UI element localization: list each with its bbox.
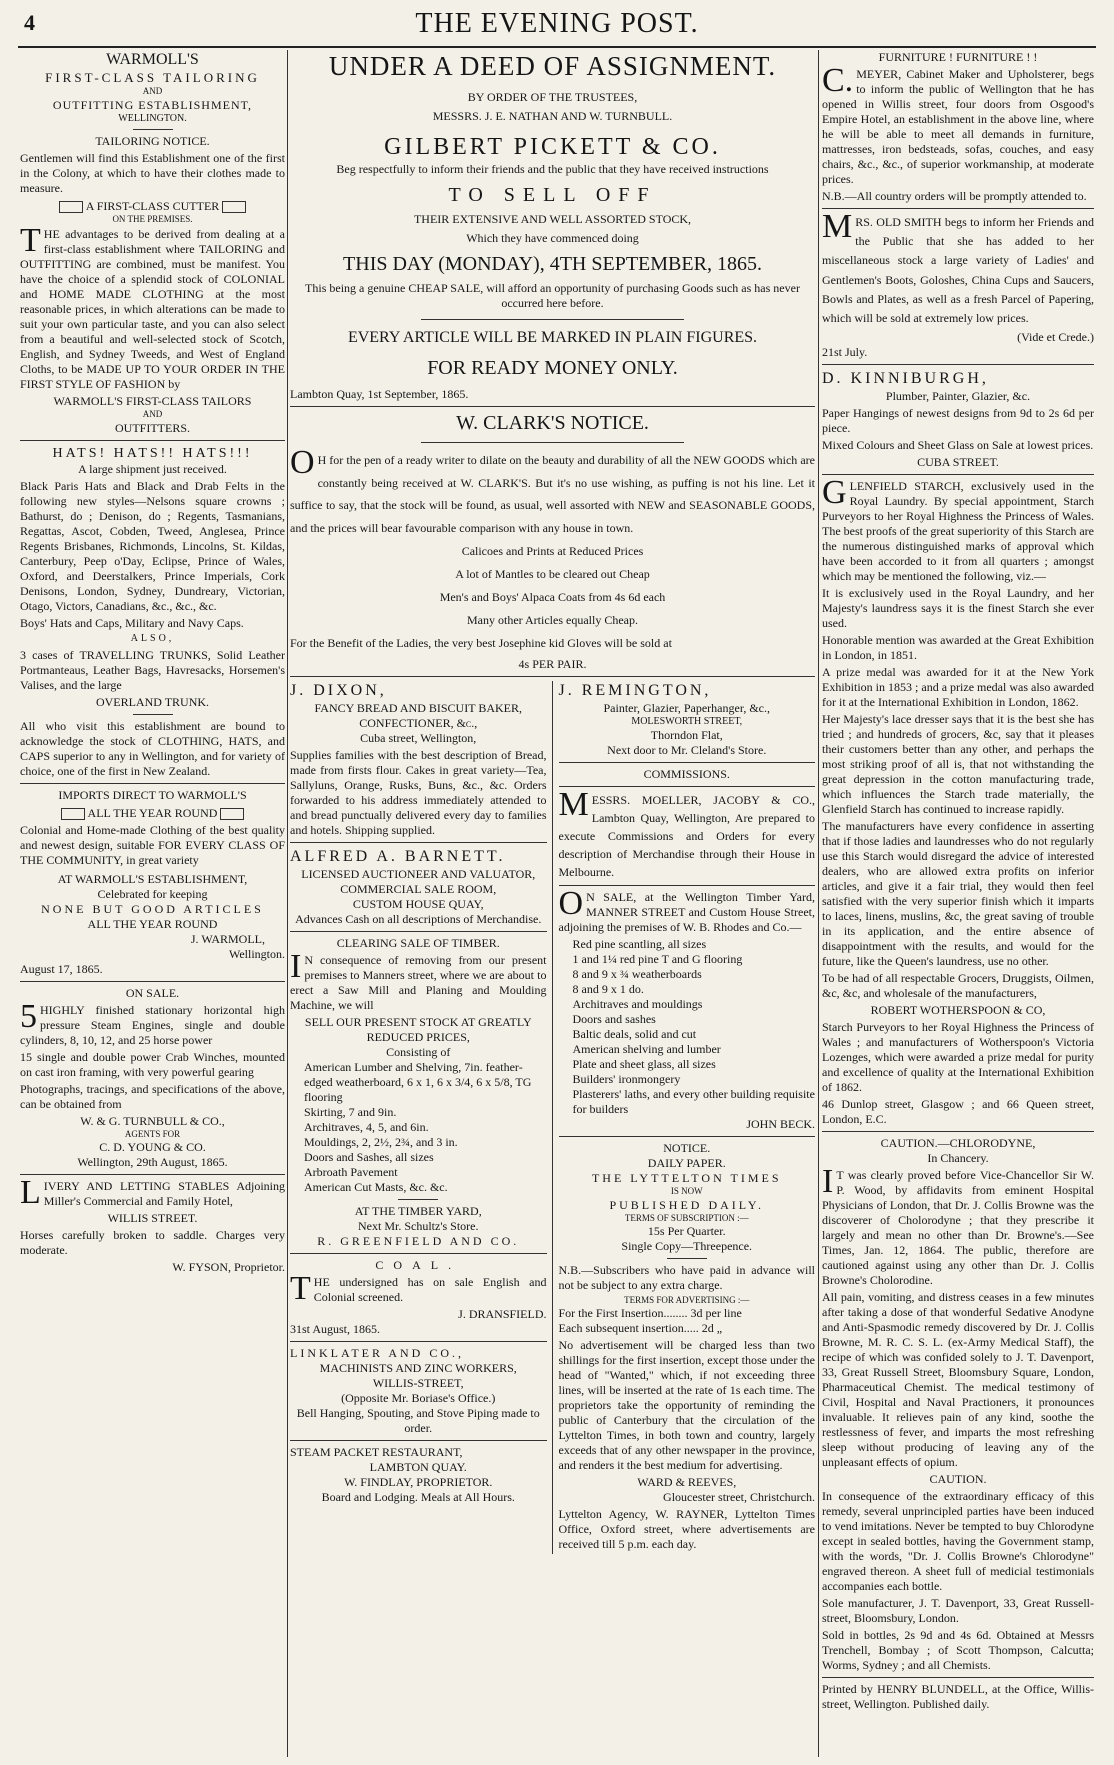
imports-heading: IMPORTS DIRECT TO WARMOLL'S [58, 787, 247, 802]
furniture-heading: FURNITURE ! FURNITURE ! ! [878, 50, 1038, 64]
kinniburgh-line-2: Mixed Colours and Sheet Glass on Sale at lowest prices. [822, 438, 1094, 453]
warmoll-and: AND [142, 86, 163, 97]
clark-heading: W. CLARK'S NOTICE. [456, 411, 649, 434]
divider [20, 1174, 285, 1175]
clearing-consisting: Consisting of [386, 1044, 451, 1059]
chlorodyne-sub: In Chancery. [927, 1151, 989, 1166]
pointing-hand-icon [222, 201, 246, 213]
onsale-body-2: 15 single and double power Crab Winches, mounted on cast iron framing, with very powerful gearing [20, 1049, 285, 1079]
deed-genuine: This being a genuine CHEAP SALE, will afford an opportunity of purchasing Goods such as has never occurred here before. [305, 280, 800, 310]
clearing-item: Doors and Sashes, all sizes [304, 1149, 434, 1164]
divider [822, 474, 1094, 475]
dixon-heading: J. DIXON, [290, 681, 387, 699]
lyttelton-quarter: 15s Per Quarter. [647, 1223, 726, 1238]
lyttelton-rate-1: For the First Insertion........ 3d per line [558, 1306, 742, 1321]
divider [133, 714, 173, 715]
middle-subcolumn-left [290, 681, 553, 1554]
column-left [20, 50, 285, 1757]
lyttelton-single: Single Copy—Threepence. [621, 1238, 753, 1253]
deed-order: BY ORDER OF THE TRUSTEES, [467, 89, 638, 104]
divider [20, 440, 285, 441]
barnett-quay: CUSTOM HOUSE QUAY, [352, 896, 484, 911]
warmoll-footer-1: WARMOLL'S FIRST-CLASS TAILORS [53, 394, 252, 409]
clearing-item: Skirting, 7 and 9in. [304, 1104, 397, 1119]
clearing-item: Arbroath Pavement [304, 1164, 398, 1179]
linklater-trade: MACHINISTS AND ZINC WORKERS, [319, 1360, 517, 1375]
clearing-next: Next Mr. Schultz's Store. [358, 1218, 479, 1233]
divider [559, 1136, 816, 1137]
steam-quay: LAMBTON QUAY. [369, 1459, 467, 1474]
timber-item: 1 and 1¼ red pine T and G flooring [572, 952, 743, 967]
livery-street: WILLIS STREET. [107, 1210, 198, 1225]
deed-sell: TO SELL OFF [448, 183, 657, 206]
warmoll-place: WELLINGTON. [118, 112, 187, 124]
coal-date: 31st August, 1865. [290, 1321, 381, 1336]
divider [20, 981, 285, 982]
steam-board: Board and Lodging. Meals at All Hours. [321, 1489, 515, 1504]
agents-for: AGENTS FOR [124, 1128, 181, 1139]
smith-body: MRS. OLD SMITH begs to inform her Friends and the Public that she has added to her miscellaneous stock a large variety of Ladies' and Gentlemen's Boots, Goloshes, China Cups and Saucers, Bowls and Plates, as well as a fresh Parcel of Papering, which will be sold at extremely low prices. [822, 208, 1094, 325]
coal-heading: COAL. [375, 1257, 462, 1272]
divider [290, 1440, 547, 1441]
commissions-body: MESSRS. MOELLER, JACOBY & CO., Lambton Quay, Wellington, Are prepared to execute Commissions and Orders for every description of Merchandise through their House in Melbourne. [558, 786, 815, 880]
furniture-nb: N.B.—All country orders will be promptly attended to. [822, 189, 1087, 203]
glenfield-p6: To be had of all respectable Grocers, Druggists, Oilmen, &c, &c, and wholesale of the manufacturers, [822, 971, 1094, 1001]
clearing-item: Mouldings, 2, 2½, 2¾, and 3 in. [304, 1134, 458, 1149]
timber-sale-ad [558, 885, 816, 1132]
kinniburgh-street: CUBA STREET. [917, 455, 999, 470]
hats-sub: A large shipment just received. [78, 462, 227, 476]
dixon-ad [290, 681, 547, 838]
linklater-street: WILLIS-STREET, [372, 1375, 464, 1390]
timber-item: Plasterers' laths, and every other building requisite for builders [572, 1087, 815, 1117]
chlorodyne-heading: CAUTION.—CHLORODYNE, [880, 1136, 1036, 1151]
clearing-yard: AT THE TIMBER YARD, [354, 1203, 482, 1218]
remington-heading: J. REMINGTON, [558, 681, 712, 699]
timber-item: Baltic deals, solid and cut [572, 1027, 697, 1042]
lyttelton-terms: TERMS OF SUBSCRIPTION :— [624, 1212, 749, 1223]
lyttelton-nb: N.B.—Subscribers who have paid in advance will not be subject to any extra charge. [558, 1262, 815, 1292]
chlorodyne-p1: IT was clearly proved before Vice-Chancellor Sir W. P. Wood, by affidavits from eminent Hospital Physicians of London, that Dr. J. Collis Browne was the discoverer of Cholorodyne ; that they prescribe it largely and mean no other than Dr. Browne's.—See Times, Jan. 12, 1864. The public, therefore are cautioned against using any other than Dr. J. Collis Browne's Cholorodine. [822, 1163, 1094, 1288]
deed-heading: UNDER A DEED OF ASSIGNMENT. [328, 51, 777, 81]
deed-messrs: MESSRS. J. E. NATHAN AND W. TURNBULL. [432, 108, 673, 123]
deed-commenced: Which they have commenced doing [466, 230, 639, 245]
pointing-hand-icon [220, 808, 244, 820]
livery-body: LIVERY AND LETTING STABLES Adjoining Miller's Commercial and Family Hotel, [20, 1173, 285, 1211]
overland-trunk: OVERLAND TRUNK. [95, 694, 210, 709]
commissions-heading: COMMISSIONS. [643, 767, 730, 782]
remington-street: MOLESWORTH STREET, [631, 715, 743, 727]
smith-ad [822, 208, 1094, 360]
clark-ad [290, 411, 815, 672]
clearing-body: IN consequence of removing from our present premises to Manners street, where we are about to erect a Saw Mill and Planing and Moulding Machine, we will [290, 947, 547, 1012]
warmoll-outfitting: OUTFITTING ESTABLISHMENT, [52, 97, 253, 112]
clark-line-4: Many other Articles equally Cheap. [467, 612, 638, 627]
divider [290, 1253, 547, 1254]
cutter-line [20, 199, 285, 214]
smith-vide: (Vide et Crede.) [1017, 330, 1094, 345]
lyttelton-pub: PUBLISHED DAILY. [609, 1197, 765, 1212]
divider [421, 442, 684, 443]
onsale-heading: ON SALE. [125, 985, 180, 1000]
deed-beg: Beg respectfully to inform their friends and the public that they have received instructions [336, 161, 769, 176]
clearing-item: Architraves, 4, 5, and 6in. [304, 1119, 429, 1134]
divider [133, 129, 173, 130]
warmoll-footer-2: AND [142, 409, 163, 420]
remington-trade: Painter, Glazier, Paperhanger, &c., [603, 700, 770, 715]
coal-body: THE undersigned has on sale English and Colonial screened. [290, 1269, 547, 1307]
clearing-item: American Cut Masts, &c. &c. [304, 1179, 448, 1194]
deed-ad [290, 50, 815, 402]
divider [290, 406, 815, 407]
tailoring-notice-heading: TAILORING NOTICE. [95, 134, 210, 148]
paper-title: THE EVENING POST. [415, 8, 699, 39]
warmoll-tailoring-ad [20, 50, 285, 436]
glenfield-firm: ROBERT WOTHERSPOON & CO, [870, 1003, 1046, 1018]
clark-line-1: Calicoes and Prints at Reduced Prices [461, 543, 644, 558]
middle-subcolumn-right [559, 681, 816, 1554]
hats-body-2: Boys' Hats and Caps, Military and Navy Caps. [20, 616, 244, 630]
glenfield-addr: 46 Dunlop street, Glasgow ; and 66 Queen street, London, E.C. [822, 1097, 1094, 1127]
barnett-adv: Advances Cash on all descriptions of Merchandise. [295, 911, 542, 926]
timber-item: 8 and 9 x 1 do. [572, 982, 644, 997]
furniture-ad [822, 50, 1094, 204]
dixon-trade: FANCY BREAD AND BISCUIT BAKER, CONFECTIONER, &c., [314, 700, 522, 730]
column-rule-1 [287, 50, 288, 1757]
dixon-addr: Cuba street, Wellington, [360, 730, 477, 745]
clark-line-2: A lot of Mantles to be cleared out Cheap [455, 566, 650, 581]
lyttelton-heading: THE LYTTELTON TIMES [591, 1171, 782, 1186]
divider [559, 786, 816, 787]
divider [290, 1341, 547, 1342]
remington-ad [559, 681, 816, 759]
kinniburgh-line-1: Paper Hangings of newest designs from 9d to 2s 6d per piece. [822, 406, 1094, 436]
premises-line: ON THE PREMISES. [112, 214, 193, 224]
divider [290, 842, 547, 843]
deed-day: THIS DAY (MONDAY), 4TH SEPTEMBER, 1865. [343, 252, 762, 275]
clearing-item: American Lumber and Shelving, 7in. feather-edged weatherboard, 6 x 1, 6 x 3/4, 6 x 5/8, TG flooring [304, 1059, 532, 1104]
coal-ad [290, 1258, 547, 1337]
chlorodyne-caution: CAUTION. [929, 1472, 987, 1487]
onsale-date: Wellington, 29th August, 1865. [77, 1154, 228, 1169]
onsale-ad [20, 986, 285, 1170]
livery-ad [20, 1173, 285, 1275]
timber-item: Plate and sheet glass, all sizes [572, 1057, 716, 1072]
hats-body: Black Paris Hats and Black and Drab Felts in the following new styles—Nelsons square crowns ; Bathurst, do ; Denison, do ; Regents, Tasmanians, Regattas, Ascot, Cobden, Tweed, Anglesea, Prince Regents Brisbanes, Richmonds, Lincolns, St. Kildas, Canterbury, Peep o'Day, Eclipse, Prince of Wales, Oxford, and Deerstalkers, Prince Imperials, Cork Denisons, London, Sydney, Dundreary, Victorian, Otago, Victors, Canadians, &c., &c., &c. [20, 479, 285, 613]
column-middle [290, 50, 815, 1757]
turnbull-firm: W. & G. TURNBULL & CO., [80, 1113, 225, 1128]
lyttelton-ward: WARD & REEVES, [637, 1475, 737, 1490]
cutter-text: A FIRST-CLASS CUTTER [85, 199, 220, 213]
young-firm: C. D. YOUNG & CO. [99, 1139, 206, 1154]
deed-firm: GILBERT PICKETT & CO. [384, 133, 721, 160]
timber-item: Builders' ironmongery [572, 1072, 681, 1087]
barnett-trade: LICENSED AUCTIONEER AND VALUATOR, [301, 866, 536, 881]
divider [667, 1258, 707, 1259]
clark-body: OH for the pen of a ready writer to dilate on the beauty and durability of all the NEW GOODS which are constantly being received at W. CLARK'S. But it's no use wishing, as puffing is not his line. Let it suffice to say, that the stock will be found, as usual, well assorted with NEW and SEASONABLE GOODS, and the prices will bear favourable comparison with any house in town. [290, 443, 815, 536]
linklater-ad [290, 1346, 547, 1436]
livery-horses: Horses carefully broken to saddle. Charges very moderate. [20, 1227, 285, 1257]
hats-ad [20, 445, 285, 779]
warmoll-name: WARMOLL'S [106, 51, 199, 68]
hats-all: All who visit this establishment are bound to acknowledge the stock of CLOTHING, HATS, and CAPS superior to any in Wellington, and for variety of choice, one of the first in New Zealand. [20, 718, 285, 778]
coal-sign: J. DRANSFIELD. [458, 1306, 547, 1321]
glenfield-ad [822, 474, 1094, 1127]
divider [398, 1199, 438, 1200]
divider [559, 762, 816, 763]
steam-packet-ad [290, 1445, 547, 1505]
masthead [18, 6, 1096, 46]
column-right [822, 50, 1094, 1757]
lyttelton-daily: DAILY PAPER. [647, 1156, 726, 1171]
masthead-rule [18, 46, 1096, 48]
timber-sale-body: ON SALE, at the Wellington Timber Yard, MANNER STREET and Custom House Street, adjoining the premises of W. B. Rhodes and Co.— [558, 885, 815, 935]
divider [290, 931, 547, 932]
remington-next: Next door to Mr. Cleland's Store. [607, 743, 767, 758]
lyttelton-adv: TERMS FOR ADVERTISING :— [624, 1294, 750, 1305]
glenfield-p5: The manufacturers have every confidence in asserting that if those ladies and laundresses who do not regularly use this Starch would disregard the advice of interested dealers, who are allowed extra profits on inferior articles, and give it a fair trial, they would then feel satisfied with the very superior finish which it imparts to laces, linens, muslins, &c, the great saving of trouble in its application, and the entire absence of disappointment with the results, and would for the future, like the Queen's laundress, use no other. [822, 819, 1094, 969]
imports-ad [20, 788, 285, 977]
lyttelton-agency: Lyttelton Agency, W. RAYNER, Lyttelton Times Office, Oxford street, where advertisements are received till 5 p.m. each day. [558, 1507, 815, 1552]
chlorodyne-p3: In consequence of the extraordinary efficacy of this remedy, several unprincipled parties have been induced to vend imitations. Never be tempted to buy Chlorodyne except in sealed bottles, having the Government stamp, with the words, "Dr. J. Collis Browne's Chlorodyne" engraved thereon. A sheet full of medicial testimonials accompanies each bottle. [822, 1489, 1094, 1594]
imports-body: Colonial and Home-made Clothing of the best quality and newest design, suitable FOR EVERY CLASS OF THE COMMUNITY, in great variety [20, 822, 285, 867]
lyttelton-now: IS NOW [670, 1186, 703, 1197]
furniture-body: C.MEYER, Cabinet Maker and Upholsterer, begs to inform the public of Wellington that he has opened in Willis street, four doors from Osgood's Empire Hotel, an establishment in the above line, where he will be able to meet all demands in furniture, mattresses, iron bedsteads, sofas, couches, and easy chairs, &c., &c., of superior workmanship, at moderate prices. [822, 62, 1094, 186]
page-number: 4 [24, 10, 35, 35]
year-round-line [20, 806, 285, 821]
clearing-heading: CLEARING SALE OF TIMBER. [336, 935, 500, 950]
dixon-body: Supplies families with the best description of Bread, made from firsts flour. Cakes in great variety—Tea, Sallyluns, Orange, Rusks, Buns, &c., &c. Orders forwarded to his address immediately attended to and bread punctually delivered every day to families and hotels. Shipping supplied. [290, 747, 547, 837]
deed-every: EVERY ARTICLE WILL BE MARKED IN PLAIN FIGURES. [347, 328, 758, 346]
clearing-sign: R. GREENFIELD AND CO. [317, 1233, 520, 1248]
pointing-hand-icon [61, 808, 85, 820]
imports-year: ALL THE YEAR ROUND [87, 916, 218, 931]
clark-line-5: For the Benefit of the Ladies, the very best Josephine kid Gloves will be sold at [290, 635, 672, 650]
imports-sign: J. WARMOLL, [190, 931, 265, 946]
clearing-sell: SELL OUR PRESENT STOCK AT GREATLY REDUCED PRICES, [304, 1014, 532, 1044]
glenfield-p7: Starch Purveyors to her Royal Highness the Princess of Wales ; and manufacturers of Wotherspoon's Victoria Lozenges, which were awarded a prize medal for purity and excellence of quality at the International Exhibition of 1862. [822, 1020, 1094, 1095]
remington-flat: Thorndon Flat, [650, 728, 723, 743]
lyttelton-addr: Gloucester street, Christchurch. [663, 1490, 815, 1505]
barnett-ad [290, 847, 547, 927]
timber-sign: JOHN BECK. [746, 1117, 815, 1132]
onsale-body-3: Photographs, tracings, and specifications of the above, can be obtained from [20, 1081, 285, 1111]
glenfield-p2: Honorable mention was awarded at the Great Exhibition in London, in 1851. [822, 633, 1094, 663]
glenfield-p1: It is exclusively used in the Royal Laundry, and her Majesty's laundress says it is the finest Starch she ever used. [822, 586, 1094, 631]
divider [290, 676, 815, 677]
glenfield-p4: Her Majesty's lace dresser says that it is the best she has tried ; and hundreds of grocers, &c, say that it pleases their customers better than any other, and perhaps the most striking proof of all is, that not withstanding the great depression in the cotton manufacturing trade, which influences the Starch trade materially, the Glenfield Starch has continued to increase rapidly. [822, 712, 1094, 817]
lyttelton-notice: NOTICE. [663, 1141, 711, 1156]
commissions-ad [559, 767, 816, 881]
divider [20, 783, 285, 784]
deed-ready: FOR READY MONEY ONLY. [427, 356, 678, 379]
divider [822, 208, 1094, 209]
divider [559, 885, 816, 886]
linklater-opp: (Opposite Mr. Boriase's Office.) [341, 1390, 496, 1405]
hats-also: ALSO, [130, 633, 175, 644]
linklater-heading: LINKLATER AND CO., [290, 1345, 464, 1360]
timber-item: Architraves and mouldings [572, 997, 703, 1012]
divider [822, 1677, 1094, 1678]
timber-item: American shelving and lumber [572, 1042, 721, 1057]
barnett-heading: ALFRED A. BARNETT. [290, 847, 506, 865]
steam-heading: STEAM PACKET RESTAURANT, [290, 1444, 463, 1459]
clearing-ad [290, 936, 547, 1249]
divider [822, 1131, 1094, 1132]
barnett-room: COMMERCIAL SALE ROOM, [340, 881, 497, 896]
kinniburgh-heading: D. KINNIBURGH, [822, 370, 989, 388]
linklater-body: Bell Hanging, Spouting, and Stove Piping made to order. [296, 1405, 540, 1435]
clark-line-3: Men's and Boys' Alpaca Coats from 4s 6d each [439, 589, 666, 604]
kinniburgh-ad [822, 369, 1094, 470]
imports-celebrated: Celebrated for keeping [97, 886, 208, 901]
year-round-text: ALL THE YEAR ROUND [87, 805, 218, 820]
hats-heading: HATS! HATS!! HATS!!! [52, 445, 253, 461]
smith-date: 21st July. [822, 345, 868, 360]
column-rule-2 [818, 50, 819, 1757]
glenfield-body: GLENFIELD STARCH, exclusively used in the Royal Laundry. By special appointment, Starch Purveyors to her Royal Highness the Princess of Wales. The best proofs of the great superiority of this Starch are the numerous distinguished marks of approval which have been accorded to it from all quarters ; amongst which may be mentioned the following, viz.— [822, 474, 1094, 584]
deed-date: Lambton Quay, 1st September, 1865. [290, 386, 469, 401]
lyttelton-ad [559, 1141, 816, 1552]
middle-subcolumns [290, 681, 815, 1554]
glenfield-p3: A prize medal was awarded for it at the New York Exhibition in 1853 ; and a prize medal was also awarded for it at the International Exhibition in London, 1862. [822, 665, 1094, 710]
deed-stock: THEIR EXTENSIVE AND WELL ASSORTED STOCK, [413, 211, 692, 226]
warmoll-intro: Gentlemen will find this Establishment one of the first in the Colony, at which to have their clothes made to measure. [20, 151, 285, 195]
warmoll-tailoring: FIRST-CLASS TAILORING [45, 70, 260, 85]
chlorodyne-p5: Sold in bottles, 2s 9d and 4s 6d. Obtained at Messrs Trenchell, Bombay ; of Scott Thompson, Calcutta; Worms, Sydney ; and all Chemists. [822, 1628, 1094, 1673]
warmoll-body: THE advantages to be derived from dealing at a first-class establishment where TAILORING and OUTFITTING are combined, must be manifest. You have the choice of a splendid stock of COLONIAL and HOME MADE CLOTHING at the most reasonable prices, in which alterations can be made to suit your own particular taste, and you can also select from a beautiful and well-selected stock of Scotch, English, and Sydney Tweeds, and West of England Cloths, to be MADE UP TO YOUR ORDER IN THE FIRST STYLE OF FASHION by [20, 222, 285, 392]
lyttelton-rate-2: Each subsequent insertion..... 2d „ [558, 1321, 723, 1336]
timber-item: Doors and sashes [572, 1012, 656, 1027]
timber-item: 8 and 9 x ¾ weatherboards [572, 967, 702, 982]
onsale-body-1: 5HIGHLY finished stationary horizontal high pressure Steam Engines, single and double cylinders, 8, 10, 12, and 25 horse power [20, 997, 285, 1047]
timber-item: Red pine scantling, all sizes [572, 937, 707, 952]
printer-line: Printed by HENRY BLUNDELL, at the Office, Willis-street, Wellington. Published daily. [822, 1682, 1094, 1712]
chlorodyne-ad [822, 1136, 1094, 1673]
chlorodyne-p2: All pain, vomiting, and distress ceases in a few minutes after taking a dose of that wonderful Sedative Anodyne and Anti-Spasmodic remedy discovered by Dr. J. Collis Browne, M. R. C. S. L. (ex-Army Medical Staff), the recipe of which was confided solely to J. T. Davenport, 33, Great Russell Street, Bloomsbury Square, London, Pharmaceutical Chemist. The medical testimony of Civil, Hospital and Naval Practioners, it pronounces invaluable. It relieves pain of any kind, soothe the restlessness of fever, and imparts the most refreshing sleep without producing of leaving any of the unpleasant effects of opium. [822, 1290, 1094, 1470]
divider [822, 364, 1094, 365]
steam-sign: W. FINDLAY, PROPRIETOR. [344, 1474, 493, 1489]
divider [421, 319, 684, 320]
imports-date: August 17, 1865. [20, 961, 103, 976]
warmoll-footer-3: OUTFITTERS. [115, 420, 190, 435]
clark-line-6: 4s PER PAIR. [518, 656, 587, 671]
kinniburgh-trade: Plumber, Painter, Glazier, &c. [885, 389, 1031, 404]
hats-trunks: 3 cases of TRAVELLING TRUNKS, Solid Leather Portmanteaus, Leather Bags, Havresacks, Horsemen's Valises, and the large [20, 647, 285, 692]
imports-place: Wellington. [228, 946, 285, 961]
lyttelton-body: No advertisement will be charged less than two shillings for the first insertion, except those under the head of "Wanted," which, if not exceeding three lines, will be inserted at the rate of 1s each time. The proprietors take the opportunity of reminding the public of Canterbury that the circulation of the Lyttelton Times, in both town and country, largely exceeds that of any other newspaper in the province, and renders it the best medium for advertising. [558, 1338, 815, 1473]
pointing-hand-icon [59, 201, 83, 213]
chlorodyne-p4: Sole manufacturer, J. T. Davenport, 33, Great Russell-street, Bloomsbury, London. [822, 1596, 1094, 1626]
imports-none: NONE BUT GOOD ARTICLES [41, 901, 264, 916]
livery-sign: W. FYSON, Proprietor. [172, 1259, 285, 1274]
imports-at: AT WARMOLL'S ESTABLISHMENT, [57, 871, 248, 886]
